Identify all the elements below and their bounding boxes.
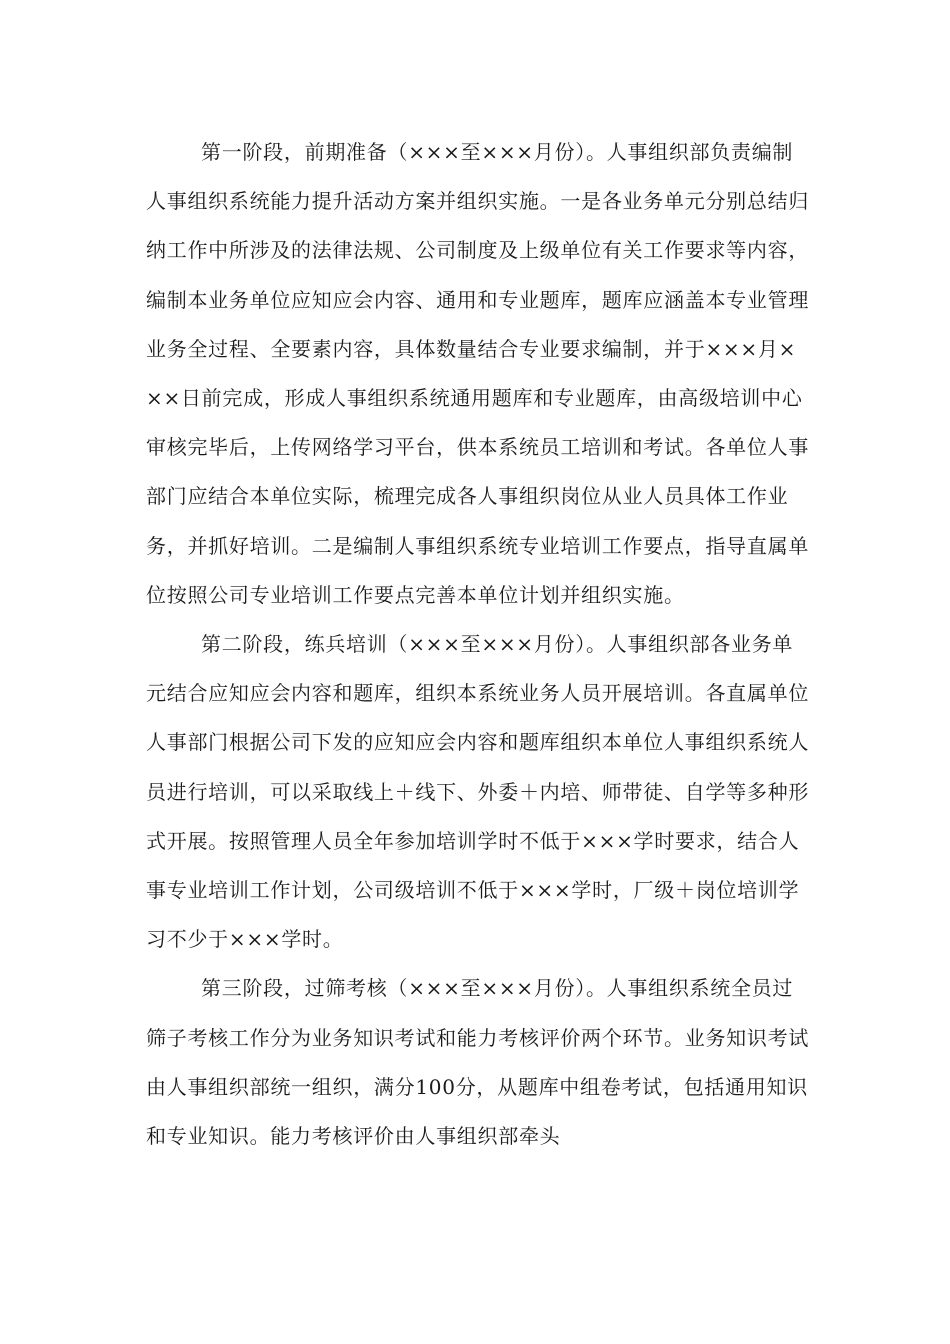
document-body (146, 128, 810, 1161)
paragraph-stage-one: 第一阶段，前期准备（×××至×××月份）。人事组织部负责编制人事组织系统能力提升活动方案并组织实施。一是各业务单元分别总结归纳工作中所涉及的法律法规、公司制度及上级单位有关工作要求等内容，编制本业务单位应知应会内容、通用和专业题库，题库应涵盖本专业管理业务全过程、全要素内容，具体数量结合专业要求编制，并于×××月×××日前完成，形成人事组织系统通用题库和专业题库，由高级培训中心审核完毕后，上传网络学习平台，供本系统员工培训和考试。各单位人事部门应结合本单位实际，梳理完成各人事组织岗位从业人员具体工作业务，并抓好培训。二是编制人事组织系统专业培训工作要点，指导直属单位按照公司专业培训工作要点完善本单位计划并组织实施。 (146, 140, 810, 607)
paragraph-stage-three: 第三阶段，过筛考核（×××至×××月份）。人事组织系统全员过筛子考核工作分为业务知识考试和能力考核评价两个环节。业务知识考试由人事组织部统一组织，满分100分，从题库中组卷考试，包括通用知识和专业知识。能力考核评价由人事组织部牵头 (146, 976, 810, 1149)
paragraph-stage-two: 第二阶段，练兵培训（×××至×××月份）。人事组织部各业务单元结合应知应会内容和题库，组织本系统业务人员开展培训。各直属单位人事部门根据公司下发的应知应会内容和题库组织本单位人事组织系统人员进行培训，可以采取线上＋线下、外委＋内培、师带徒、自学等多种形式开展。按照管理人员全年参加培训学时不低于×××学时要求，结合人事专业培训工作计划，公司级培训不低于×××学时，厂级＋岗位培训学习不少于×××学时。 (146, 632, 810, 952)
